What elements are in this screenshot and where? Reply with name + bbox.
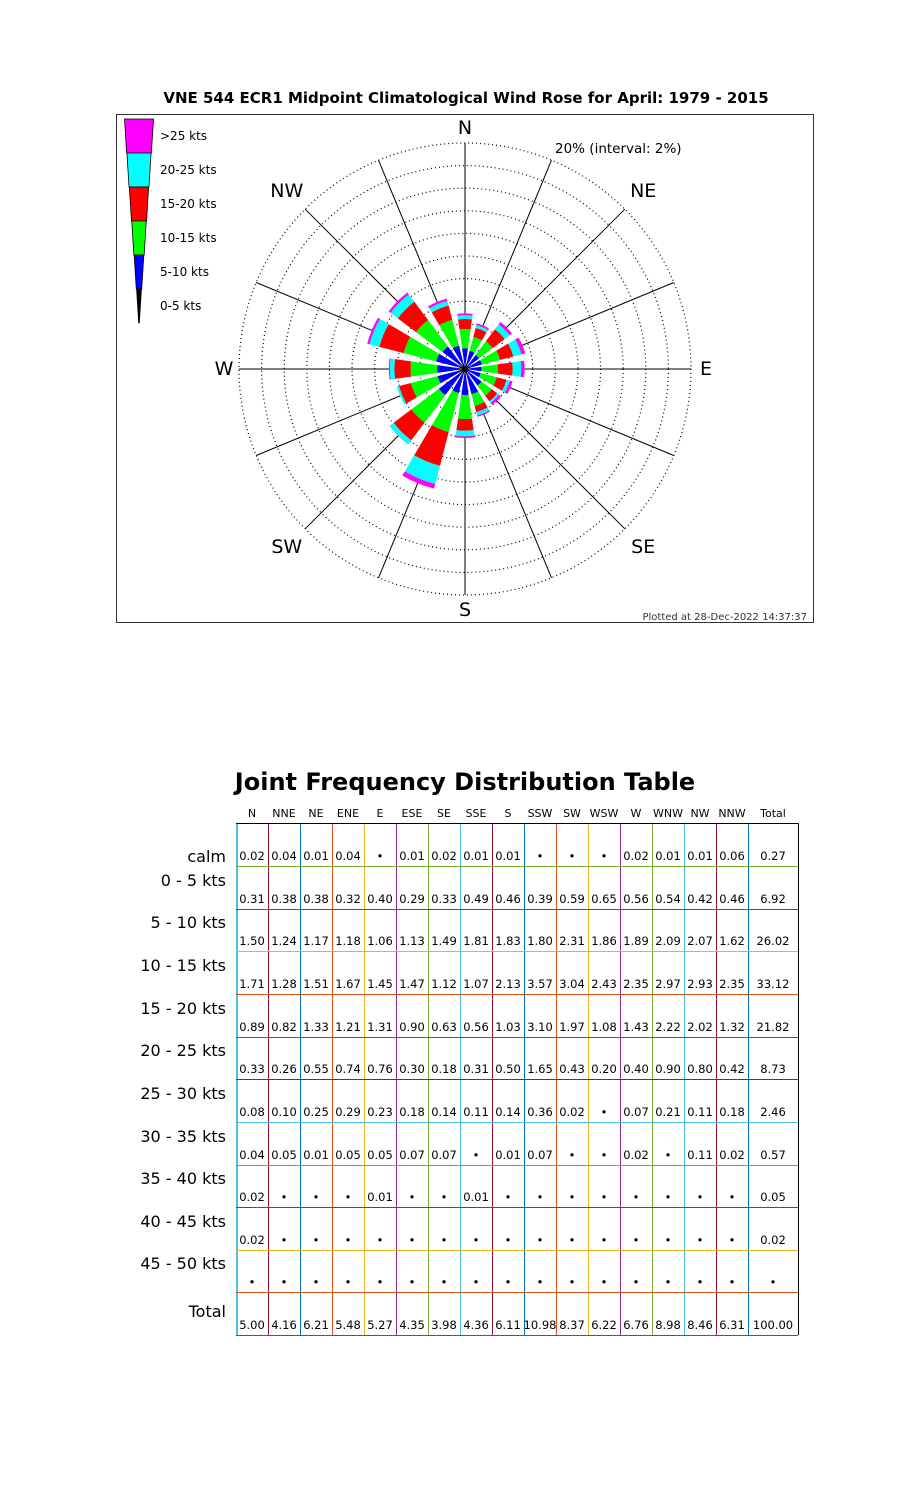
grid-hline [236, 994, 798, 995]
table-cell: 2.35 [623, 977, 649, 991]
table-cell: 0.33 [239, 1062, 265, 1076]
table-cell: • [600, 1105, 608, 1119]
table-cell: 0.30 [399, 1062, 425, 1076]
table-cell: 0.01 [303, 849, 329, 863]
table-cell: 0.14 [495, 1105, 521, 1119]
table-cell: • [664, 1275, 672, 1289]
table-cell: • [312, 1233, 320, 1247]
table-cell: 2.97 [655, 977, 681, 991]
table-cell: 3.04 [559, 977, 585, 991]
table-cell: • [344, 1275, 352, 1289]
table-cell: 0.25 [303, 1105, 329, 1119]
table-cell: 0.21 [655, 1105, 681, 1119]
table-cell: 0.57 [760, 1148, 786, 1162]
table-cell: • [664, 1148, 672, 1162]
table-cell: 2.43 [591, 977, 617, 991]
table-cell: • [280, 1190, 288, 1204]
grid-hline [236, 1079, 798, 1080]
direction-label-N: N [457, 117, 473, 139]
table-cell: 1.24 [271, 934, 297, 948]
table-cell: • [472, 1148, 480, 1162]
table-cell: 4.35 [399, 1318, 425, 1332]
table-cell: • [600, 1275, 608, 1289]
table-cell: • [664, 1233, 672, 1247]
table-cell: 8.73 [760, 1062, 786, 1076]
column-header-ESE: ESE [401, 807, 423, 820]
table-cell: 4.36 [463, 1318, 489, 1332]
table-cell: • [280, 1233, 288, 1247]
table-cell: • [440, 1190, 448, 1204]
table-cell: 0.31 [463, 1062, 489, 1076]
table-cell: • [408, 1233, 416, 1247]
table-cell: 5.00 [239, 1318, 265, 1332]
table-cell: • [664, 1190, 672, 1204]
column-header-SSE: SSE [465, 807, 487, 820]
wedge-W-20-25-kts [390, 359, 395, 380]
table-cell: 0.90 [655, 1062, 681, 1076]
table-cell: 1.83 [495, 934, 521, 948]
table-cell: 0.06 [719, 849, 745, 863]
table-cell: • [568, 1275, 576, 1289]
rose-title: VNE 544 ECR1 Midpoint Climatological Wind Rose for April: 1979 - 2015 [163, 89, 769, 107]
table-cell: • [728, 1275, 736, 1289]
wedge-N-15-20-kts [458, 319, 472, 329]
row-label: 25 - 30 kts [140, 1084, 226, 1103]
table-cell: 0.38 [271, 892, 297, 906]
grid-hline [236, 1250, 798, 1251]
table-cell: 0.04 [335, 849, 361, 863]
column-header-Total: Total [760, 807, 786, 820]
wind-rose-svg [0, 0, 900, 700]
plotted-timestamp: Plotted at 28-Dec-2022 14:37:37 [642, 612, 807, 623]
table-cell: 8.37 [559, 1318, 585, 1332]
column-header-WSW: WSW [589, 807, 619, 820]
table-cell: 1.06 [367, 934, 393, 948]
legend-label: 15-20 kts [160, 197, 217, 211]
row-label: 45 - 50 kts [140, 1254, 226, 1273]
table-cell: 1.07 [463, 977, 489, 991]
table-cell: 0.01 [655, 849, 681, 863]
table-cell: • [376, 849, 384, 863]
table-cell: 0.07 [623, 1105, 649, 1119]
table-cell: 0.05 [271, 1148, 297, 1162]
table-cell: 0.14 [431, 1105, 457, 1119]
table-cell: • [472, 1275, 480, 1289]
grid-hline [236, 1037, 798, 1038]
table-cell: 0.02 [239, 849, 265, 863]
table-cell: 0.02 [239, 1233, 265, 1247]
table-cell: 1.13 [399, 934, 425, 948]
table-cell: • [312, 1190, 320, 1204]
table-cell: • [536, 1275, 544, 1289]
table-cell: 6.31 [719, 1318, 745, 1332]
table-cell: 0.04 [239, 1148, 265, 1162]
direction-label-S: S [458, 599, 472, 621]
column-header-WNW: WNW [653, 807, 683, 820]
grid-hline [236, 1122, 798, 1123]
table-cell: 1.65 [527, 1062, 553, 1076]
row-label: 15 - 20 kts [140, 999, 226, 1018]
table-cell: 1.32 [719, 1020, 745, 1034]
table-cell: 0.43 [559, 1062, 585, 1076]
table-cell: 0.76 [367, 1062, 393, 1076]
direction-label-W: W [214, 358, 234, 380]
table-cell: • [632, 1190, 640, 1204]
row-label: Total [188, 1302, 226, 1321]
table-cell: 0.05 [760, 1190, 786, 1204]
column-header-NW: NW [690, 807, 710, 820]
table-cell: 0.02 [239, 1190, 265, 1204]
table-cell: 0.26 [271, 1062, 297, 1076]
grid-hline [236, 951, 798, 952]
table-cell: • [600, 1190, 608, 1204]
direction-label-NW: NW [270, 179, 304, 202]
table-cell: 1.51 [303, 977, 329, 991]
table-cell: 2.02 [687, 1020, 713, 1034]
table-cell: 6.92 [760, 892, 786, 906]
table-cell: 0.01 [399, 849, 425, 863]
ring-scale-label: 20% (interval: 2%) [555, 141, 682, 157]
table-cell: • [600, 849, 608, 863]
legend-label: 0-5 kts [160, 299, 202, 313]
table-cell: 0.11 [463, 1105, 489, 1119]
table-cell: 0.32 [335, 892, 361, 906]
table-cell: 0.07 [431, 1148, 457, 1162]
legend-swatch--25-kts [125, 119, 154, 153]
table-cell: • [536, 1190, 544, 1204]
row-label: 0 - 5 kts [160, 871, 226, 890]
legend-label: >25 kts [160, 129, 208, 143]
table-cell: 1.67 [335, 977, 361, 991]
table-cell: 0.18 [431, 1062, 457, 1076]
wedge-E-10-15-kts [481, 364, 498, 373]
table-cell: • [504, 1233, 512, 1247]
table-cell: 1.86 [591, 934, 617, 948]
table-cell: 0.90 [399, 1020, 425, 1034]
table-cell: 0.07 [399, 1148, 425, 1162]
table-cell: 0.07 [527, 1148, 553, 1162]
column-header-W: W [630, 807, 642, 820]
column-header-SW: SW [563, 807, 581, 820]
table-cell: 0.42 [687, 892, 713, 906]
column-header-E: E [376, 807, 384, 820]
table-cell: 0.01 [367, 1190, 393, 1204]
table-cell: • [440, 1233, 448, 1247]
table-cell: • [568, 1148, 576, 1162]
legend-swatch-10-15-kts [132, 221, 147, 255]
column-header-N: N [247, 807, 257, 820]
direction-label-NE: NE [630, 179, 657, 202]
table-cell: • [408, 1275, 416, 1289]
table-cell: 0.08 [239, 1105, 265, 1119]
wedge-N-10-15-kts [459, 329, 470, 349]
table-cell: • [408, 1190, 416, 1204]
table-cell: 8.46 [687, 1318, 713, 1332]
wedge-E-15-20-kts [498, 362, 513, 375]
row-label: 10 - 15 kts [140, 956, 226, 975]
table-cell: • [536, 1233, 544, 1247]
table-cell: 0.46 [719, 892, 745, 906]
table-cell: 33.12 [756, 977, 790, 991]
table-cell: 0.01 [495, 1148, 521, 1162]
table-cell: 0.56 [623, 892, 649, 906]
table-cell: 0.01 [303, 1148, 329, 1162]
direction-label-SE: SE [631, 536, 656, 559]
table-cell: 0.01 [463, 1190, 489, 1204]
table-cell: 2.13 [495, 977, 521, 991]
table-cell: • [769, 1275, 777, 1289]
table-cell: • [728, 1190, 736, 1204]
table-cell: 1.33 [303, 1020, 329, 1034]
table-cell: 0.01 [495, 849, 521, 863]
table-cell: 2.93 [687, 977, 713, 991]
table-cell: 0.56 [463, 1020, 489, 1034]
table-cell: 2.22 [655, 1020, 681, 1034]
wedge-W-10-15-kts [411, 361, 438, 376]
table-cell: • [280, 1275, 288, 1289]
table-cell: • [696, 1233, 704, 1247]
legend-label: 20-25 kts [160, 163, 217, 177]
table-cell: 0.50 [495, 1062, 521, 1076]
table-cell: 0.23 [367, 1105, 393, 1119]
table-cell: 2.09 [655, 934, 681, 948]
table-cell: • [632, 1233, 640, 1247]
table-cell: 1.50 [239, 934, 265, 948]
table-cell: 1.08 [591, 1020, 617, 1034]
table-cell: 1.03 [495, 1020, 521, 1034]
table-cell: 0.20 [591, 1062, 617, 1076]
table-cell: 1.43 [623, 1020, 649, 1034]
table-cell: 0.11 [687, 1105, 713, 1119]
table-cell: • [536, 849, 544, 863]
table-cell: 1.17 [303, 934, 329, 948]
table-cell: 0.02 [760, 1233, 786, 1247]
table-cell: 5.27 [367, 1318, 393, 1332]
table-cell: 0.46 [495, 892, 521, 906]
table-cell: 0.59 [559, 892, 585, 906]
table-cell: • [504, 1190, 512, 1204]
table-cell: 6.21 [303, 1318, 329, 1332]
row-label: 20 - 25 kts [140, 1041, 226, 1060]
table-cell: 1.31 [367, 1020, 393, 1034]
grid-hline [236, 1292, 798, 1293]
table-cell: 1.21 [335, 1020, 361, 1034]
table-cell: • [344, 1233, 352, 1247]
table-cell: 1.49 [431, 934, 457, 948]
grid-hline [236, 1165, 798, 1166]
row-label: 40 - 45 kts [140, 1212, 226, 1231]
table-cell: 0.38 [303, 892, 329, 906]
table-cell: 0.02 [623, 1148, 649, 1162]
row-label: 35 - 40 kts [140, 1169, 226, 1188]
table-cell: 0.55 [303, 1062, 329, 1076]
table-cell: 1.62 [719, 934, 745, 948]
table-cell: 0.40 [367, 892, 393, 906]
wedge-S-10-15-kts [458, 395, 472, 419]
column-header-NNE: NNE [272, 807, 296, 820]
table-cell: 1.80 [527, 934, 553, 948]
wedge-E-5-10-kts [469, 367, 481, 372]
table-cell: 0.74 [335, 1062, 361, 1076]
row-label: 5 - 10 kts [150, 913, 226, 932]
table-cell: 0.36 [527, 1105, 553, 1119]
table-cell: 0.42 [719, 1062, 745, 1076]
column-header-NNW: NNW [718, 807, 746, 820]
grid-hline [236, 1335, 798, 1336]
table-cell: 0.05 [335, 1148, 361, 1162]
table-cell: • [312, 1275, 320, 1289]
table-cell: 6.11 [495, 1318, 521, 1332]
wedge-S-15-20-kts [456, 419, 473, 431]
table-cell: • [600, 1148, 608, 1162]
table-cell: • [696, 1190, 704, 1204]
table-cell: • [632, 1275, 640, 1289]
table-cell: 1.12 [431, 977, 457, 991]
column-header-NE: NE [308, 807, 324, 820]
table-cell: 0.49 [463, 892, 489, 906]
legend-label: 10-15 kts [160, 231, 217, 245]
row-label: 30 - 35 kts [140, 1127, 226, 1146]
grid-hline [236, 866, 798, 867]
table-cell: 1.18 [335, 934, 361, 948]
table-cell: 0.18 [399, 1105, 425, 1119]
table-cell: • [600, 1233, 608, 1247]
table-cell: 0.29 [399, 892, 425, 906]
table-cell: 6.76 [623, 1318, 649, 1332]
table-cell: • [376, 1275, 384, 1289]
direction-label-SW: SW [271, 536, 303, 559]
table-cell: 3.98 [431, 1318, 457, 1332]
table-cell: 1.47 [399, 977, 425, 991]
table-cell: 0.02 [431, 849, 457, 863]
table-cell: 26.02 [756, 934, 790, 948]
table-cell: 0.04 [271, 849, 297, 863]
table-cell: 0.02 [719, 1148, 745, 1162]
table-cell: • [728, 1233, 736, 1247]
table-cell: 0.27 [760, 849, 786, 863]
table-title: Joint Frequency Distribution Table [234, 768, 696, 796]
table-cell: 0.29 [335, 1105, 361, 1119]
table-cell: 0.40 [623, 1062, 649, 1076]
table-cell: 0.63 [431, 1020, 457, 1034]
wedge-W-15-20-kts [394, 359, 411, 379]
table-cell: 0.82 [271, 1020, 297, 1034]
wedge-E--25-kts [521, 361, 525, 378]
table-cell: 100.00 [752, 1318, 794, 1332]
table-cell: 6.22 [591, 1318, 617, 1332]
table-cell: • [376, 1233, 384, 1247]
table-cell: 3.57 [527, 977, 553, 991]
table-cell: • [568, 1190, 576, 1204]
table-cell: 1.28 [271, 977, 297, 991]
table-cell: 2.35 [719, 977, 745, 991]
table-cell: 1.97 [559, 1020, 585, 1034]
table-cell: 0.18 [719, 1105, 745, 1119]
table-cell: 2.46 [760, 1105, 786, 1119]
grid-hline [236, 1207, 798, 1208]
table-cell: 4.16 [271, 1318, 297, 1332]
table-cell: 8.98 [655, 1318, 681, 1332]
table-cell: 2.31 [559, 934, 585, 948]
table-cell: 0.65 [591, 892, 617, 906]
wedge-S-20-25-kts [456, 430, 475, 436]
legend-swatch-15-20-kts [129, 187, 148, 221]
table-cell: • [472, 1233, 480, 1247]
column-header-SSW: SSW [527, 807, 553, 820]
column-header-ENE: ENE [336, 807, 360, 820]
table-cell: 1.89 [623, 934, 649, 948]
wedge-E-20-25-kts [512, 361, 521, 377]
table-cell: 0.80 [687, 1062, 713, 1076]
table-cell: • [440, 1275, 448, 1289]
table-cell: • [568, 849, 576, 863]
direction-label-E: E [699, 358, 713, 380]
table-cell: 0.11 [687, 1148, 713, 1162]
table-cell: 0.10 [271, 1105, 297, 1119]
wedge-N-20-25-kts [458, 315, 473, 319]
legend-label: 5-10 kts [160, 265, 209, 279]
grid-hline [236, 909, 798, 910]
grid-vline [798, 823, 799, 1335]
legend-swatch-0-5-kts [137, 289, 142, 323]
table-cell: 0.89 [239, 1020, 265, 1034]
table-cell: 0.01 [463, 849, 489, 863]
table-cell: 1.71 [239, 977, 265, 991]
table-cell: 0.39 [527, 892, 553, 906]
table-cell: • [504, 1275, 512, 1289]
table-cell: 10.98 [523, 1318, 557, 1332]
column-header-S: S [504, 807, 512, 820]
table-cell: 2.07 [687, 934, 713, 948]
table-cell: 0.01 [687, 849, 713, 863]
table-cell: 3.10 [527, 1020, 553, 1034]
table-cell: 21.82 [756, 1020, 790, 1034]
table-cell: 0.05 [367, 1148, 393, 1162]
table-cell: 0.02 [559, 1105, 585, 1119]
column-header-SE: SE [437, 807, 451, 820]
legend-swatch-5-10-kts [134, 255, 144, 289]
table-cell: 0.31 [239, 892, 265, 906]
legend-swatch-20-25-kts [127, 153, 151, 187]
table-cell: 1.45 [367, 977, 393, 991]
table-cell: 5.48 [335, 1318, 361, 1332]
table-cell: 1.81 [463, 934, 489, 948]
table-cell: • [344, 1190, 352, 1204]
table-cell: 0.33 [431, 892, 457, 906]
grid-top-border [236, 823, 798, 824]
table-cell: • [568, 1233, 576, 1247]
row-label: calm [187, 847, 226, 866]
table-cell: • [248, 1275, 256, 1289]
table-cell: 0.02 [623, 849, 649, 863]
table-cell: • [696, 1275, 704, 1289]
table-cell: 0.54 [655, 892, 681, 906]
